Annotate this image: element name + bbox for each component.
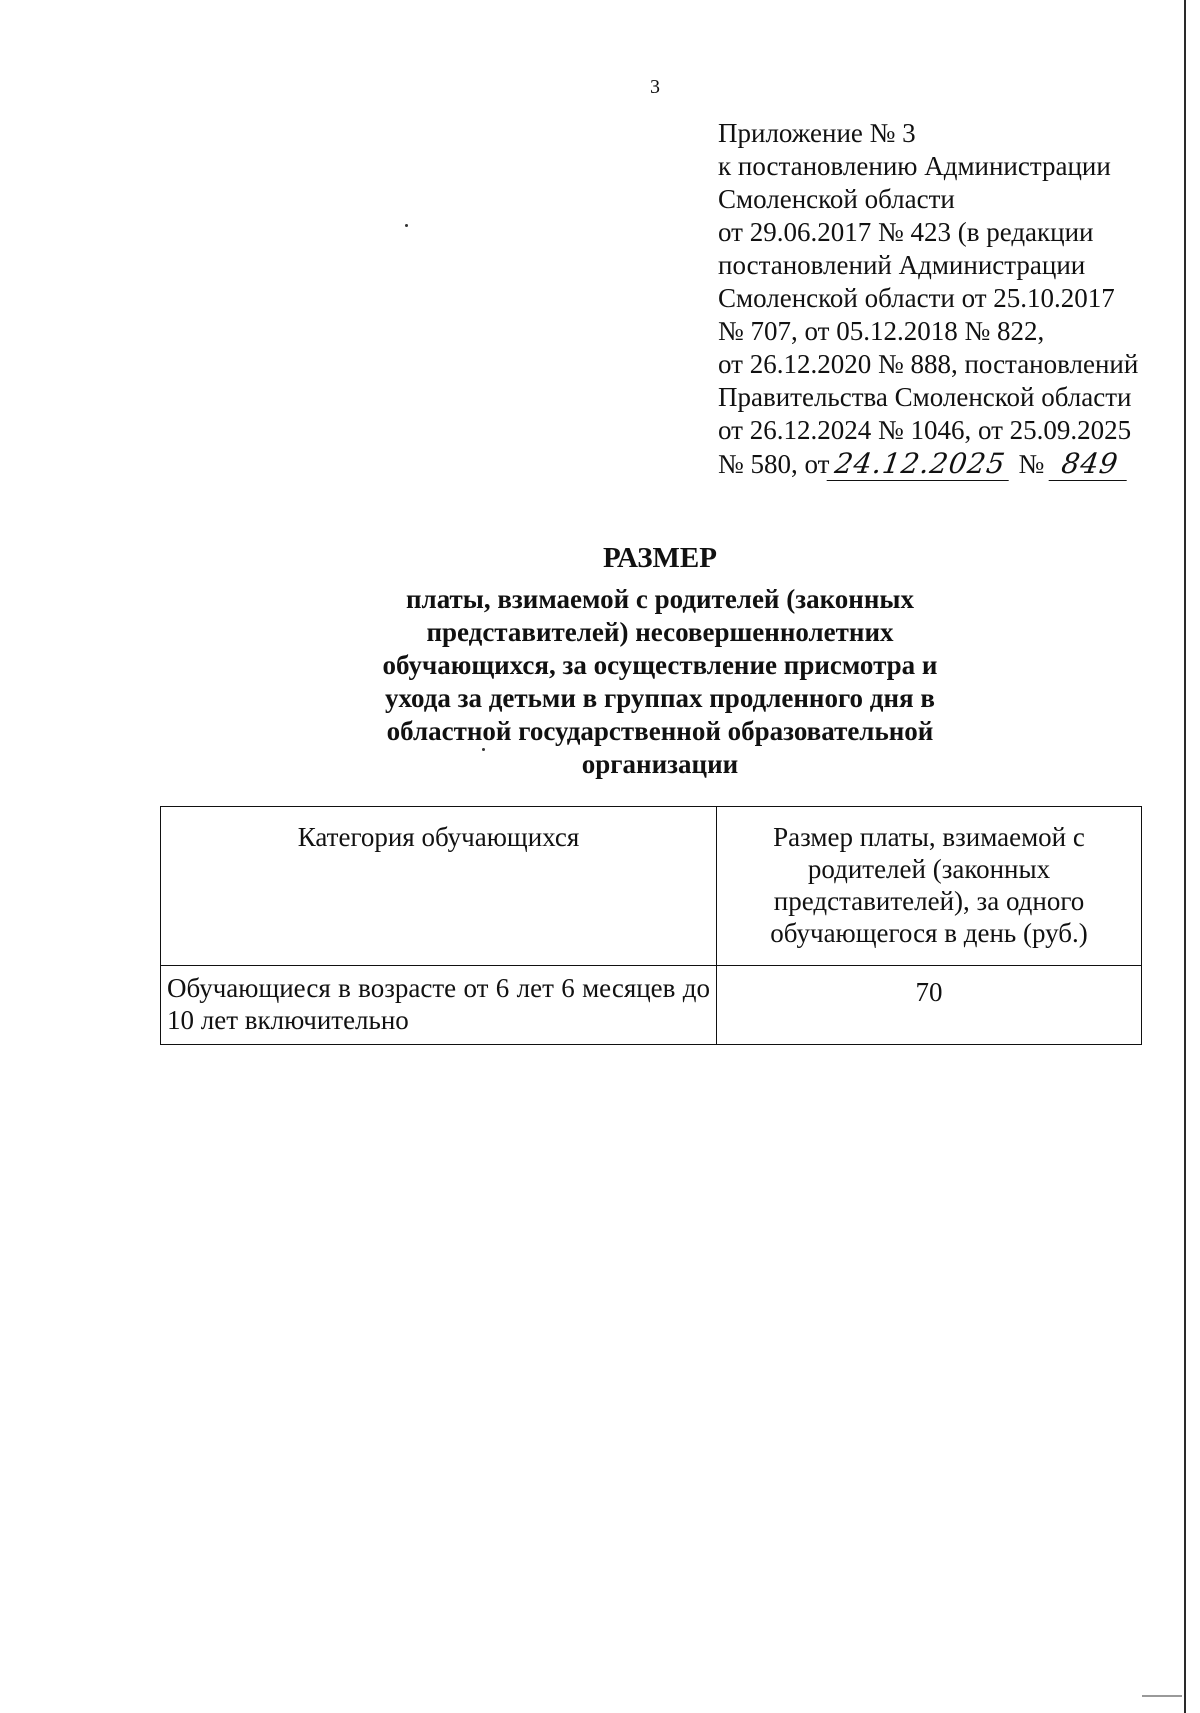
cell-category: Обучающиеся в возрасте от 6 лет 6 месяцев до 10 лет включительно — [161, 966, 717, 1045]
fee-table — [160, 806, 1142, 1045]
appendix-line: Смоленской области от 25.10.2017 — [718, 283, 1115, 313]
heading-line: платы, взимаемой с родителей (законных — [406, 584, 914, 614]
appendix-line: Правительства Смоленской области — [718, 382, 1132, 412]
appendix-block — [718, 117, 1138, 481]
appendix-line: Смоленской области — [718, 184, 955, 214]
header-category: Категория обучающихся — [161, 807, 717, 966]
appendix-line: от 26.12.2024 № 1046, от 25.09.2025 — [718, 415, 1132, 445]
table-header-row — [161, 807, 1142, 966]
appendix-line: от 29.06.2017 № 423 (в редакции — [718, 217, 1094, 247]
document-heading — [160, 542, 1160, 781]
table-row — [161, 966, 1142, 1045]
appendix-line: Приложение № 3 — [718, 118, 916, 148]
heading-line: областной государственной образовательной — [386, 716, 934, 746]
handwritten-number: 849 — [1049, 447, 1132, 481]
scan-edge-mark — [1142, 1695, 1182, 1697]
cell-fee: 70 — [717, 966, 1142, 1045]
page-number: 3 — [650, 76, 660, 98]
handwritten-date: 24.12.2025 — [827, 447, 1014, 481]
scan-edge-line — [1184, 0, 1186, 1713]
heading-line: организации — [581, 749, 739, 779]
heading-title: РАЗМЕР — [603, 542, 717, 574]
heading-line: представителей) несовершеннолетних — [426, 617, 894, 647]
number-sign: № — [1018, 449, 1045, 479]
appendix-line: № 707, от 05.12.2018 № 822, — [718, 316, 1045, 346]
heading-line: ухода за детьми в группах продленного дня в — [385, 683, 935, 713]
appendix-line: от 26.12.2020 № 888, постановлений — [718, 349, 1139, 379]
heading-line: обучающихся, за осуществление присмотра и — [382, 650, 938, 680]
appendix-line: к постановлению Администрации — [718, 151, 1111, 181]
header-fee: Размер платы, взимаемой с родителей (законных представителей), за одного обучающегося в день (руб.) — [717, 807, 1142, 966]
scan-speck — [405, 224, 408, 227]
appendix-last-prefix: № 580, от — [718, 449, 830, 479]
appendix-last-line — [718, 447, 1138, 481]
appendix-line: постановлений Администрации — [718, 250, 1086, 280]
